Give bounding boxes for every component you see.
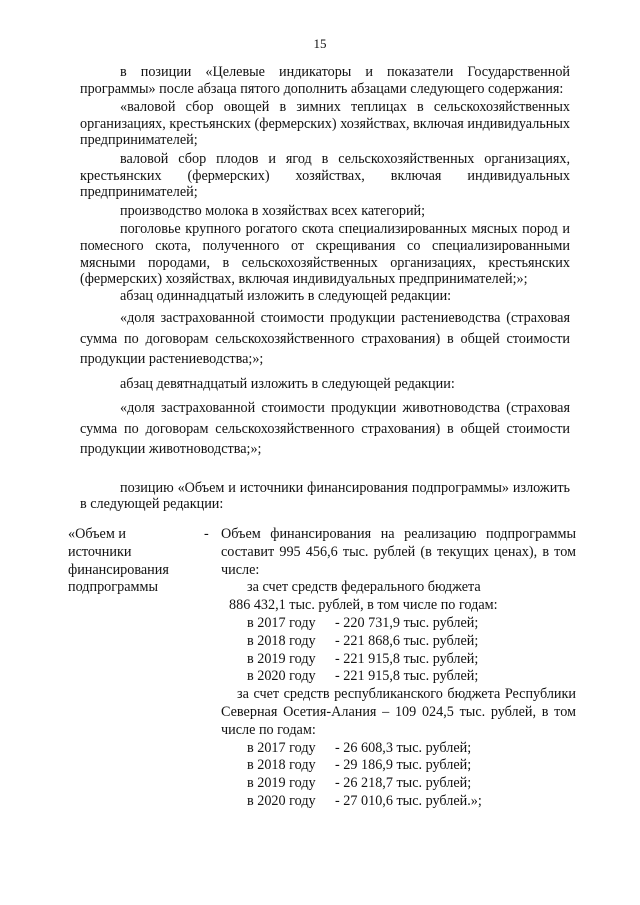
year-row — [221, 793, 576, 811]
year-label: в 2020 году — [247, 792, 316, 809]
paragraph: «валовой сбор овощей в зимних теплицах в сельскохозяйственных организациях, крестьянских (фермерских) хозяйствах, включая индивидуальных предпринимателей; — [80, 99, 570, 149]
year-row — [221, 740, 576, 758]
table-dash: - — [204, 526, 209, 542]
paragraph: позицию «Объем и источники финансирования подпрограммы» изложить в следующей редакции: — [80, 479, 570, 513]
year-amount: - 27 010,6 тыс. рублей.»; — [335, 792, 482, 809]
year-amount: - 29 186,9 тыс. рублей; — [335, 757, 472, 774]
paragraph: валовой сбор плодов и ягод в сельскохозяйственных организациях, крестьянских (фермерских) хозяйствах, включая индивидуальных предпринимателей; — [80, 150, 570, 201]
label-line: финансирования — [68, 561, 169, 578]
paragraph: производство молока в хозяйствах всех категорий; — [120, 202, 426, 219]
label-line: источники — [68, 543, 132, 560]
federal-heading: за счет средств федерального бюджета — [247, 579, 481, 596]
year-row — [221, 775, 576, 793]
year-label: в 2018 году — [247, 632, 316, 649]
paragraph: поголовье крупного рогатого скота специализированных мясных пород и помесного скота, полученного от скрещивания со специализированными мясными породами, в сельскохозяйственных организациях, крестьянских (фермерских) хозяйствах, включая индивидуальных предпринимателей;»; — [80, 221, 570, 288]
year-row — [221, 757, 576, 775]
paragraph: абзац девятнадцатый изложить в следующей редакции: — [120, 375, 455, 392]
republic-text: за счет средств республиканского бюджета Республики Северная Осетия-Алания – 109 024,5 тыс. рублей, в том числе по годам: — [221, 686, 576, 738]
year-label: в 2017 году — [247, 614, 316, 631]
paragraph: «доля застрахованной стоимости продукции животноводства (страховая сумма по договорам сельскохозяйственного страхования) в общей стоимости продукции животноводства;»; — [80, 400, 570, 458]
label-line: «Объем и — [68, 526, 126, 542]
table-left-label — [68, 526, 198, 597]
year-label: в 2017 году — [247, 739, 316, 756]
year-amount: - 220 731,9 тыс. рублей; — [335, 614, 479, 631]
year-row — [221, 668, 576, 686]
year-amount: - 221 915,8 тыс. рублей; — [335, 668, 479, 685]
paragraph: абзац одиннадцатый изложить в следующей редакции: — [120, 287, 452, 304]
federal-total: 886 432,1 тыс. рублей, в том числе по годам: — [229, 597, 498, 614]
label-line: подпрограммы — [68, 579, 158, 596]
year-label: в 2020 году — [247, 668, 316, 685]
year-label: в 2019 году — [247, 650, 316, 667]
year-amount: - 221 868,6 тыс. рублей; — [335, 632, 479, 649]
year-row — [221, 651, 576, 669]
document-body — [80, 64, 570, 513]
paragraph: в позиции «Целевые индикаторы и показатели Государственной программы» после абзаца пятого дополнить абзацами следующего содержания: — [80, 64, 570, 97]
year-amount: - 221 915,8 тыс. рублей; — [335, 650, 479, 667]
year-amount: - 26 218,7 тыс. рублей; — [335, 775, 472, 792]
year-amount: - 26 608,3 тыс. рублей; — [335, 739, 472, 756]
page-number: 15 — [313, 36, 327, 51]
paragraph: «доля застрахованной стоимости продукции растениеводства (страховая сумма по договорам сельскохозяйственного страхования) в общей стоимости продукции растениеводства;»; — [80, 310, 570, 368]
year-row — [221, 633, 576, 651]
year-label: в 2018 году — [247, 757, 316, 774]
year-label: в 2019 году — [247, 775, 316, 792]
table-right-content — [221, 526, 576, 811]
financing-intro: Объем финансирования на реализацию подпрограммы составит 995 456,6 тыс. рублей (в текущих ценах), в том числе: — [221, 526, 576, 578]
year-row — [221, 615, 576, 633]
